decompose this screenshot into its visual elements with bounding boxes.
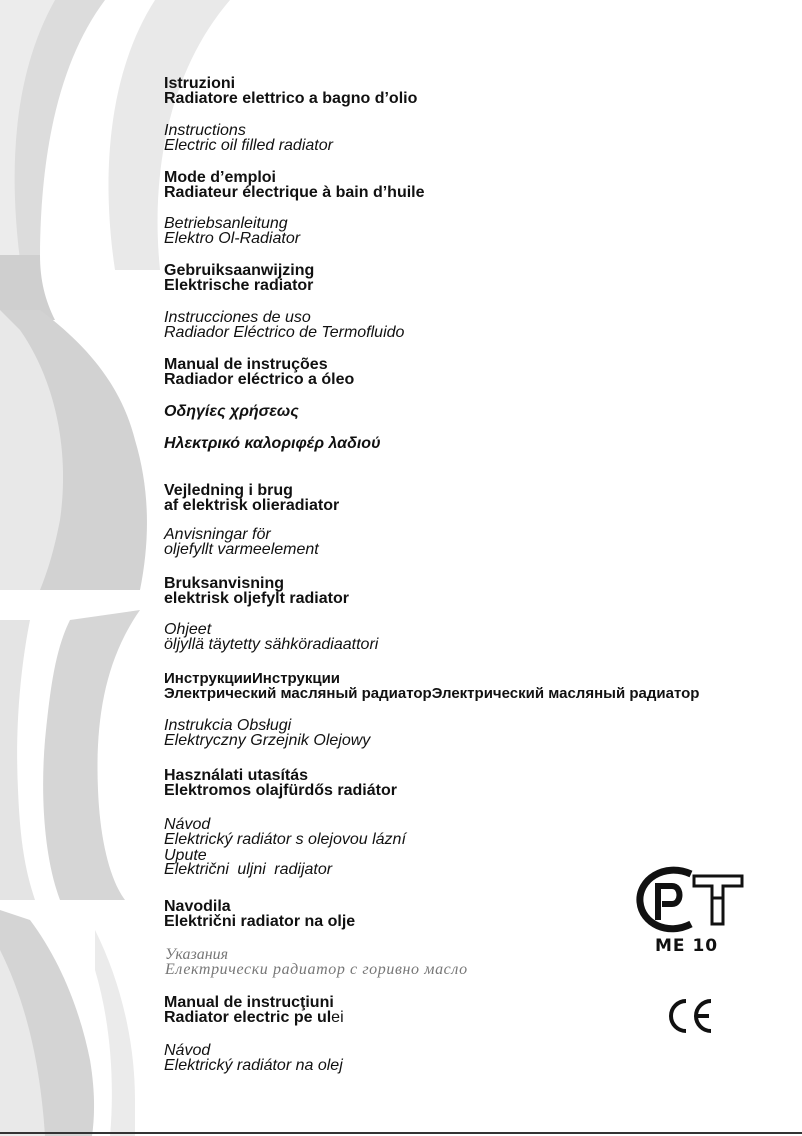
entry-subtitle: Električni uljni radijator bbox=[164, 861, 333, 878]
entry-subtitle: Электрический масляный радиаторЭлектрический масляный радиатор bbox=[164, 685, 700, 702]
entry-title: Instrukcia Obsługi bbox=[164, 717, 292, 734]
entry-greek-subtitle bbox=[164, 436, 381, 451]
entry-dutch bbox=[164, 263, 314, 293]
entry-danish bbox=[164, 483, 339, 513]
entry-title: Navodila bbox=[164, 898, 231, 915]
entry-title: Istruzioni bbox=[164, 75, 236, 92]
entry-subtitle-bold: Radiator electric pe ul bbox=[164, 1009, 332, 1026]
entry-title: Vejledning i brug bbox=[164, 482, 293, 499]
entry-russian bbox=[164, 671, 699, 701]
entry-subtitle: Elektryczny Grzejnik Olejowy bbox=[164, 732, 371, 749]
entry-title: Mode d’emploi bbox=[164, 169, 276, 186]
entry-subtitle: Elektromos olajfürdős radiátor bbox=[164, 782, 397, 799]
entry-finnish bbox=[164, 622, 378, 652]
entry-norwegian bbox=[164, 576, 349, 606]
entry-title: Návod bbox=[164, 816, 211, 833]
certification-code: ME 10 bbox=[655, 936, 719, 956]
entry-subtitle: Elektrische radiator bbox=[164, 277, 314, 294]
entry-subtitle: Elektro Ol-Radiator bbox=[164, 230, 301, 247]
entry-title: Manual de instruções bbox=[164, 356, 328, 373]
entry-title: Instrucciones de uso bbox=[164, 309, 311, 326]
entry-subtitle bbox=[164, 1010, 344, 1025]
entry-title: Instructions bbox=[164, 122, 246, 139]
entry-title: ИнструкцииИнструкции bbox=[164, 670, 341, 687]
bottom-divider bbox=[0, 1132, 802, 1134]
entry-english bbox=[164, 123, 333, 153]
entry-greek-title bbox=[164, 404, 299, 419]
entry-subtitle: elektrisk oljefylt radiator bbox=[164, 590, 349, 607]
entry-title: Ohjeet bbox=[164, 621, 212, 638]
entry-subtitle: Radiador eléctrico a óleo bbox=[164, 371, 355, 388]
entry-title: Gebruiksaanwijzing bbox=[164, 262, 315, 279]
entry-subtitle: Elektrický radiátor s olejovou lázní bbox=[164, 831, 406, 848]
entry-title: Bruksanvisning bbox=[164, 575, 285, 592]
entry-title: Anvisningar för bbox=[164, 526, 271, 543]
entry-romanian bbox=[164, 995, 344, 1025]
entry-subtitle: Електрически радиатор с горивно масло bbox=[165, 961, 468, 978]
entry-subtitle: oljefyllt varmeelement bbox=[164, 541, 319, 558]
entry-subtitle: Radiateur électrique à bain d’huile bbox=[164, 184, 425, 201]
entry-croatian bbox=[164, 849, 332, 877]
certification-mark bbox=[636, 866, 746, 958]
entry-swedish bbox=[164, 527, 319, 557]
entry-title: Návod bbox=[164, 1042, 211, 1059]
entry-title: Upute bbox=[164, 847, 207, 864]
entry-title: Οδηγίες χρήσεως bbox=[164, 403, 299, 420]
entry-czech bbox=[164, 817, 406, 847]
entry-subtitle: Electric oil filled radiator bbox=[164, 137, 333, 154]
entry-hungarian bbox=[164, 768, 397, 798]
entry-subtitle: Električni radiator na olje bbox=[164, 913, 356, 930]
entry-subtitle: öljyllä täytetty sähköradiaattori bbox=[164, 636, 379, 653]
pct-logo-icon bbox=[636, 866, 746, 936]
entry-subtitle: Radiatore elettrico a bagno d’olio bbox=[164, 90, 418, 107]
entry-title: Használati utasítás bbox=[164, 767, 309, 784]
entry-subtitle: Elektrický radiátor na olej bbox=[164, 1057, 343, 1074]
entry-polish bbox=[164, 718, 370, 748]
ce-mark-icon bbox=[666, 997, 716, 1035]
entry-subtitle-tail: ei bbox=[331, 1009, 344, 1026]
entry-bulgarian bbox=[165, 947, 468, 977]
ce-mark bbox=[666, 997, 716, 1035]
entry-german bbox=[164, 216, 300, 246]
entry-french bbox=[164, 170, 425, 200]
entry-portuguese bbox=[164, 357, 354, 387]
entry-slovenian bbox=[164, 899, 355, 929]
entry-subtitle: Radiador Eléctrico de Termofluido bbox=[164, 324, 405, 341]
entry-title: Указания bbox=[165, 946, 229, 963]
entry-slovak bbox=[164, 1043, 343, 1073]
entry-italian bbox=[164, 76, 417, 106]
entry-title: Betriebsanleitung bbox=[164, 215, 288, 232]
entry-subtitle: af elektrisk olieradiator bbox=[164, 497, 340, 514]
entry-spanish bbox=[164, 310, 404, 340]
entry-subtitle: Ηλεκτρικό καλοριφέρ λαδιού bbox=[164, 435, 381, 452]
entry-title: Manual de instrucţiuni bbox=[164, 994, 334, 1011]
